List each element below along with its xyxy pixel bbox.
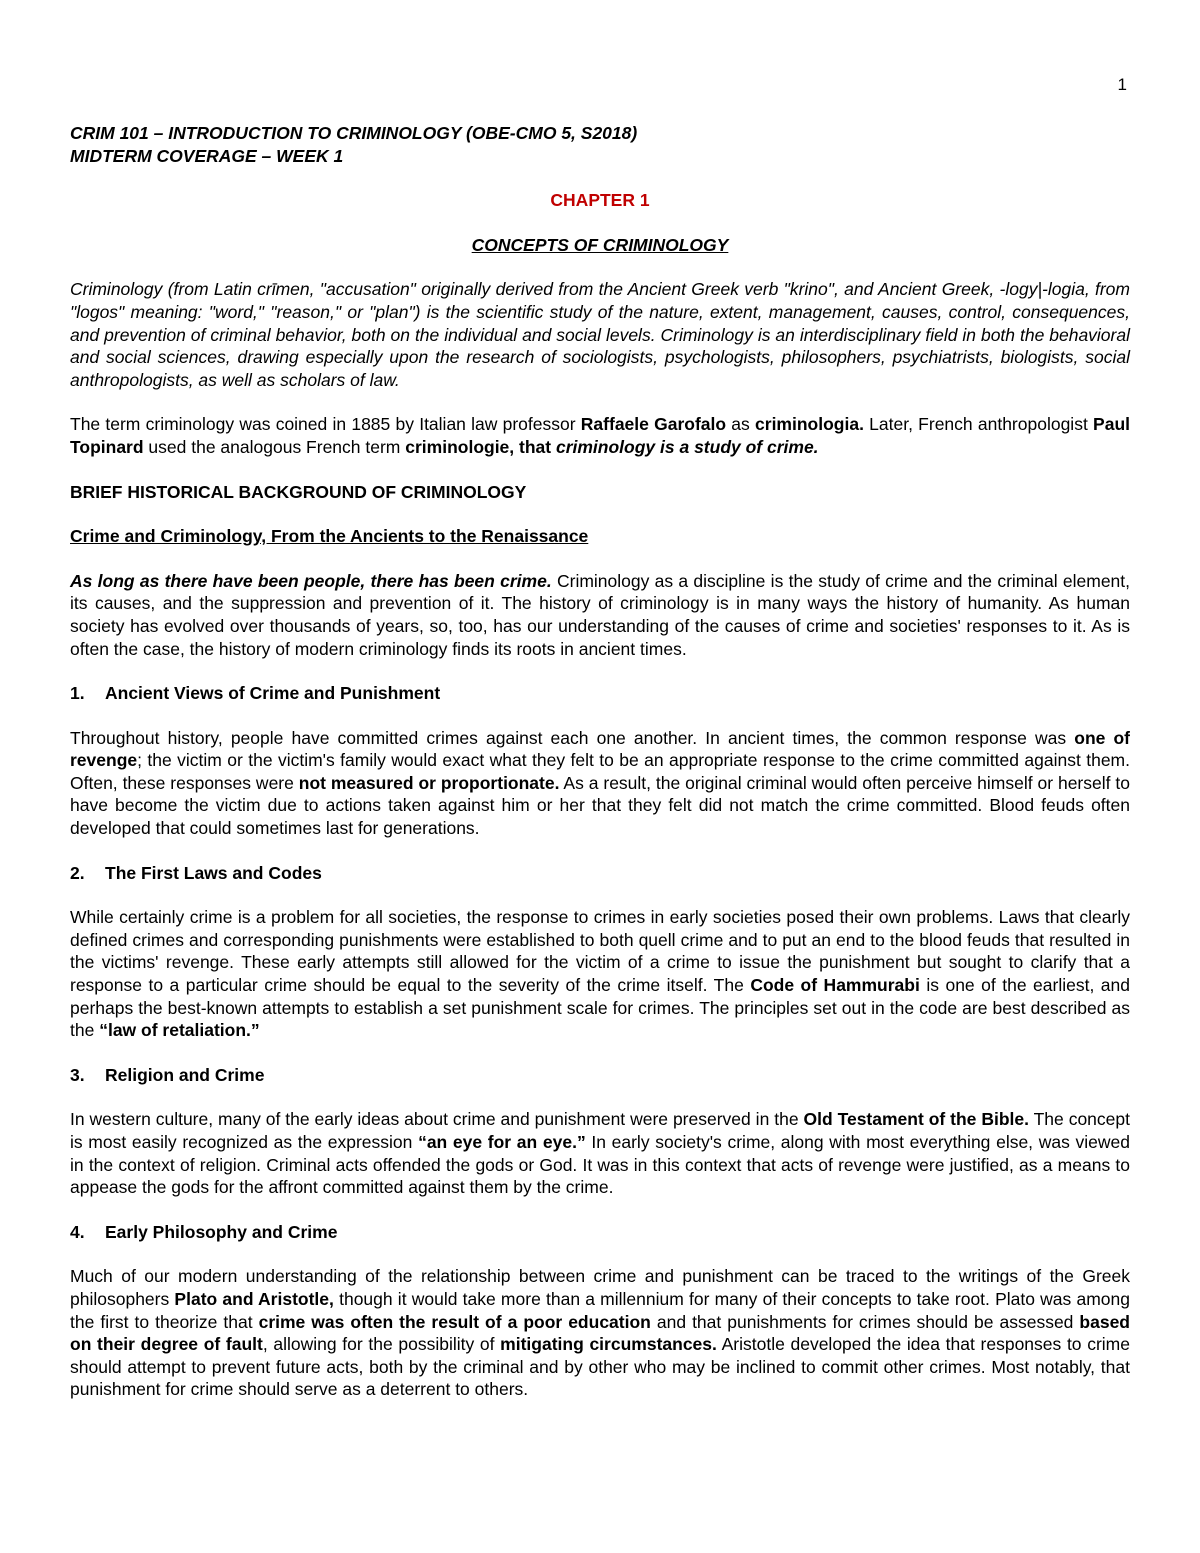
section-4-heading: 4. Early Philosophy and Crime [70,1221,338,1242]
course-header-line1: CRIM 101 – INTRODUCTION TO CRIMINOLOGY (OBE-CMO 5, S2018) [70,123,638,143]
section-1-paragraph: Throughout history, people have committed crimes against each one another. In ancient times, the common response was one of revenge; the victim or the victim's family would exact what they felt to be an appropriate response to the crime committed against them. Often, these responses were not measured or proportionate. As a result, the original criminal would often perceive himself or herself to have become the victim due to actions taken against him or her that they felt did not match the crime committed. Blood feuds often developed that could sometimes last for generations. [70,727,1131,839]
course-header-line2: MIDTERM COVERAGE – WEEK 1 [70,145,344,166]
section-3-heading: 3. Religion and Crime [70,1064,265,1085]
document-body [70,122,1130,1401]
section-2-heading: 2. The First Laws and Codes [70,862,322,883]
subsection-heading: Crime and Criminology, From the Ancients to the Renaissance [70,526,589,547]
term-paragraph: The term criminology was coined in 1885 by Italian law professor Raffaele Garofalo as criminologia. Later, French anthropologist Paul Topinard used the analogous French term criminologie, that criminology is a study of crime. [70,414,1131,457]
intro-paragraph: Criminology (from Latin crīmen, "accusation" originally derived from the Ancient Greek verb "krino", and Ancient Greek, -logy|-logia, from "logos" meaning: "word," "reason," or "plan") is the scientific study of the nature, extent, management, causes, control, consequences, and prevention of criminal behavior, both on the individual and social levels. Criminology is an interdisciplinary field in both the behavioral and social sciences, drawing especially upon the research of sociologists, psychologists, philosophers, psychiatrists, biologists, social anthropologists, as well as scholars of law. [70,279,1130,390]
chapter-title: CONCEPTS OF CRIMINOLOGY [471,234,729,255]
section-1-heading: 1. Ancient Views of Crime and Punishment [70,683,441,704]
chapter-label: CHAPTER 1 [550,190,650,211]
section-3-paragraph: In western culture, many of the early ideas about crime and punishment were preserved in the Old Testament of the Bible. The concept is most easily recognized as the expression “an eye for an eye.” In early society's crime, along with most everything else, was viewed in the context of religion. Criminal acts offended the gods or God. It was in this context that acts of revenge were justified, as a means to appease the gods for the affront committed against them by the crime. [70,1109,1130,1198]
page-number: 1 [1117,75,1127,94]
section-4-paragraph: Much of our modern understanding of the relationship between crime and punishment can be traced to the writings of the Greek philosophers Plato and Aristotle, though it would take more than a millennium for many of their concepts to take root. Plato was among the first to theorize that crime was often the result of a poor education and that punishments for crimes should be assessed based on their degree of fault, allowing for the possibility of mitigating circumstances. Aristotle developed the idea that responses to crime should attempt to prevent future acts, both by the criminal and by other who may be inclined to commit other crimes. Most notably, that punishment for crime should serve as a deterrent to others. [70,1266,1130,1400]
ancients-paragraph: As long as there have been people, there has been crime. Criminology as a discipline is the study of crime and the criminal element, its causes, and the suppression and prevention of it. The history of criminology is in many ways the history of humanity. As human society has evolved over thousands of years, so, too, has our understanding of the causes of crime and societies' responses to it. As is often the case, the history of modern criminology finds its roots in ancient times. [70,570,1131,659]
section-heading: BRIEF HISTORICAL BACKGROUND OF CRIMINOLOGY [70,481,527,502]
section-2-paragraph: While certainly crime is a problem for all societies, the response to crimes in early societies posed their own problems. Laws that clearly defined crimes and corresponding punishments were established to both quell crime and to put an end to the blood feuds that resulted in the victims' revenge. These early attempts still allowed for the victim of a crime to issue the punishment but sought to clarify that a response to a particular crime should be equal to the severity of the crime itself. The Code of Hammurabi is one of the earliest, and perhaps the best-known attempts to establish a set punishment scale for crimes. The principles set out in the code are best described as the “law of retaliation.” [70,907,1130,1041]
